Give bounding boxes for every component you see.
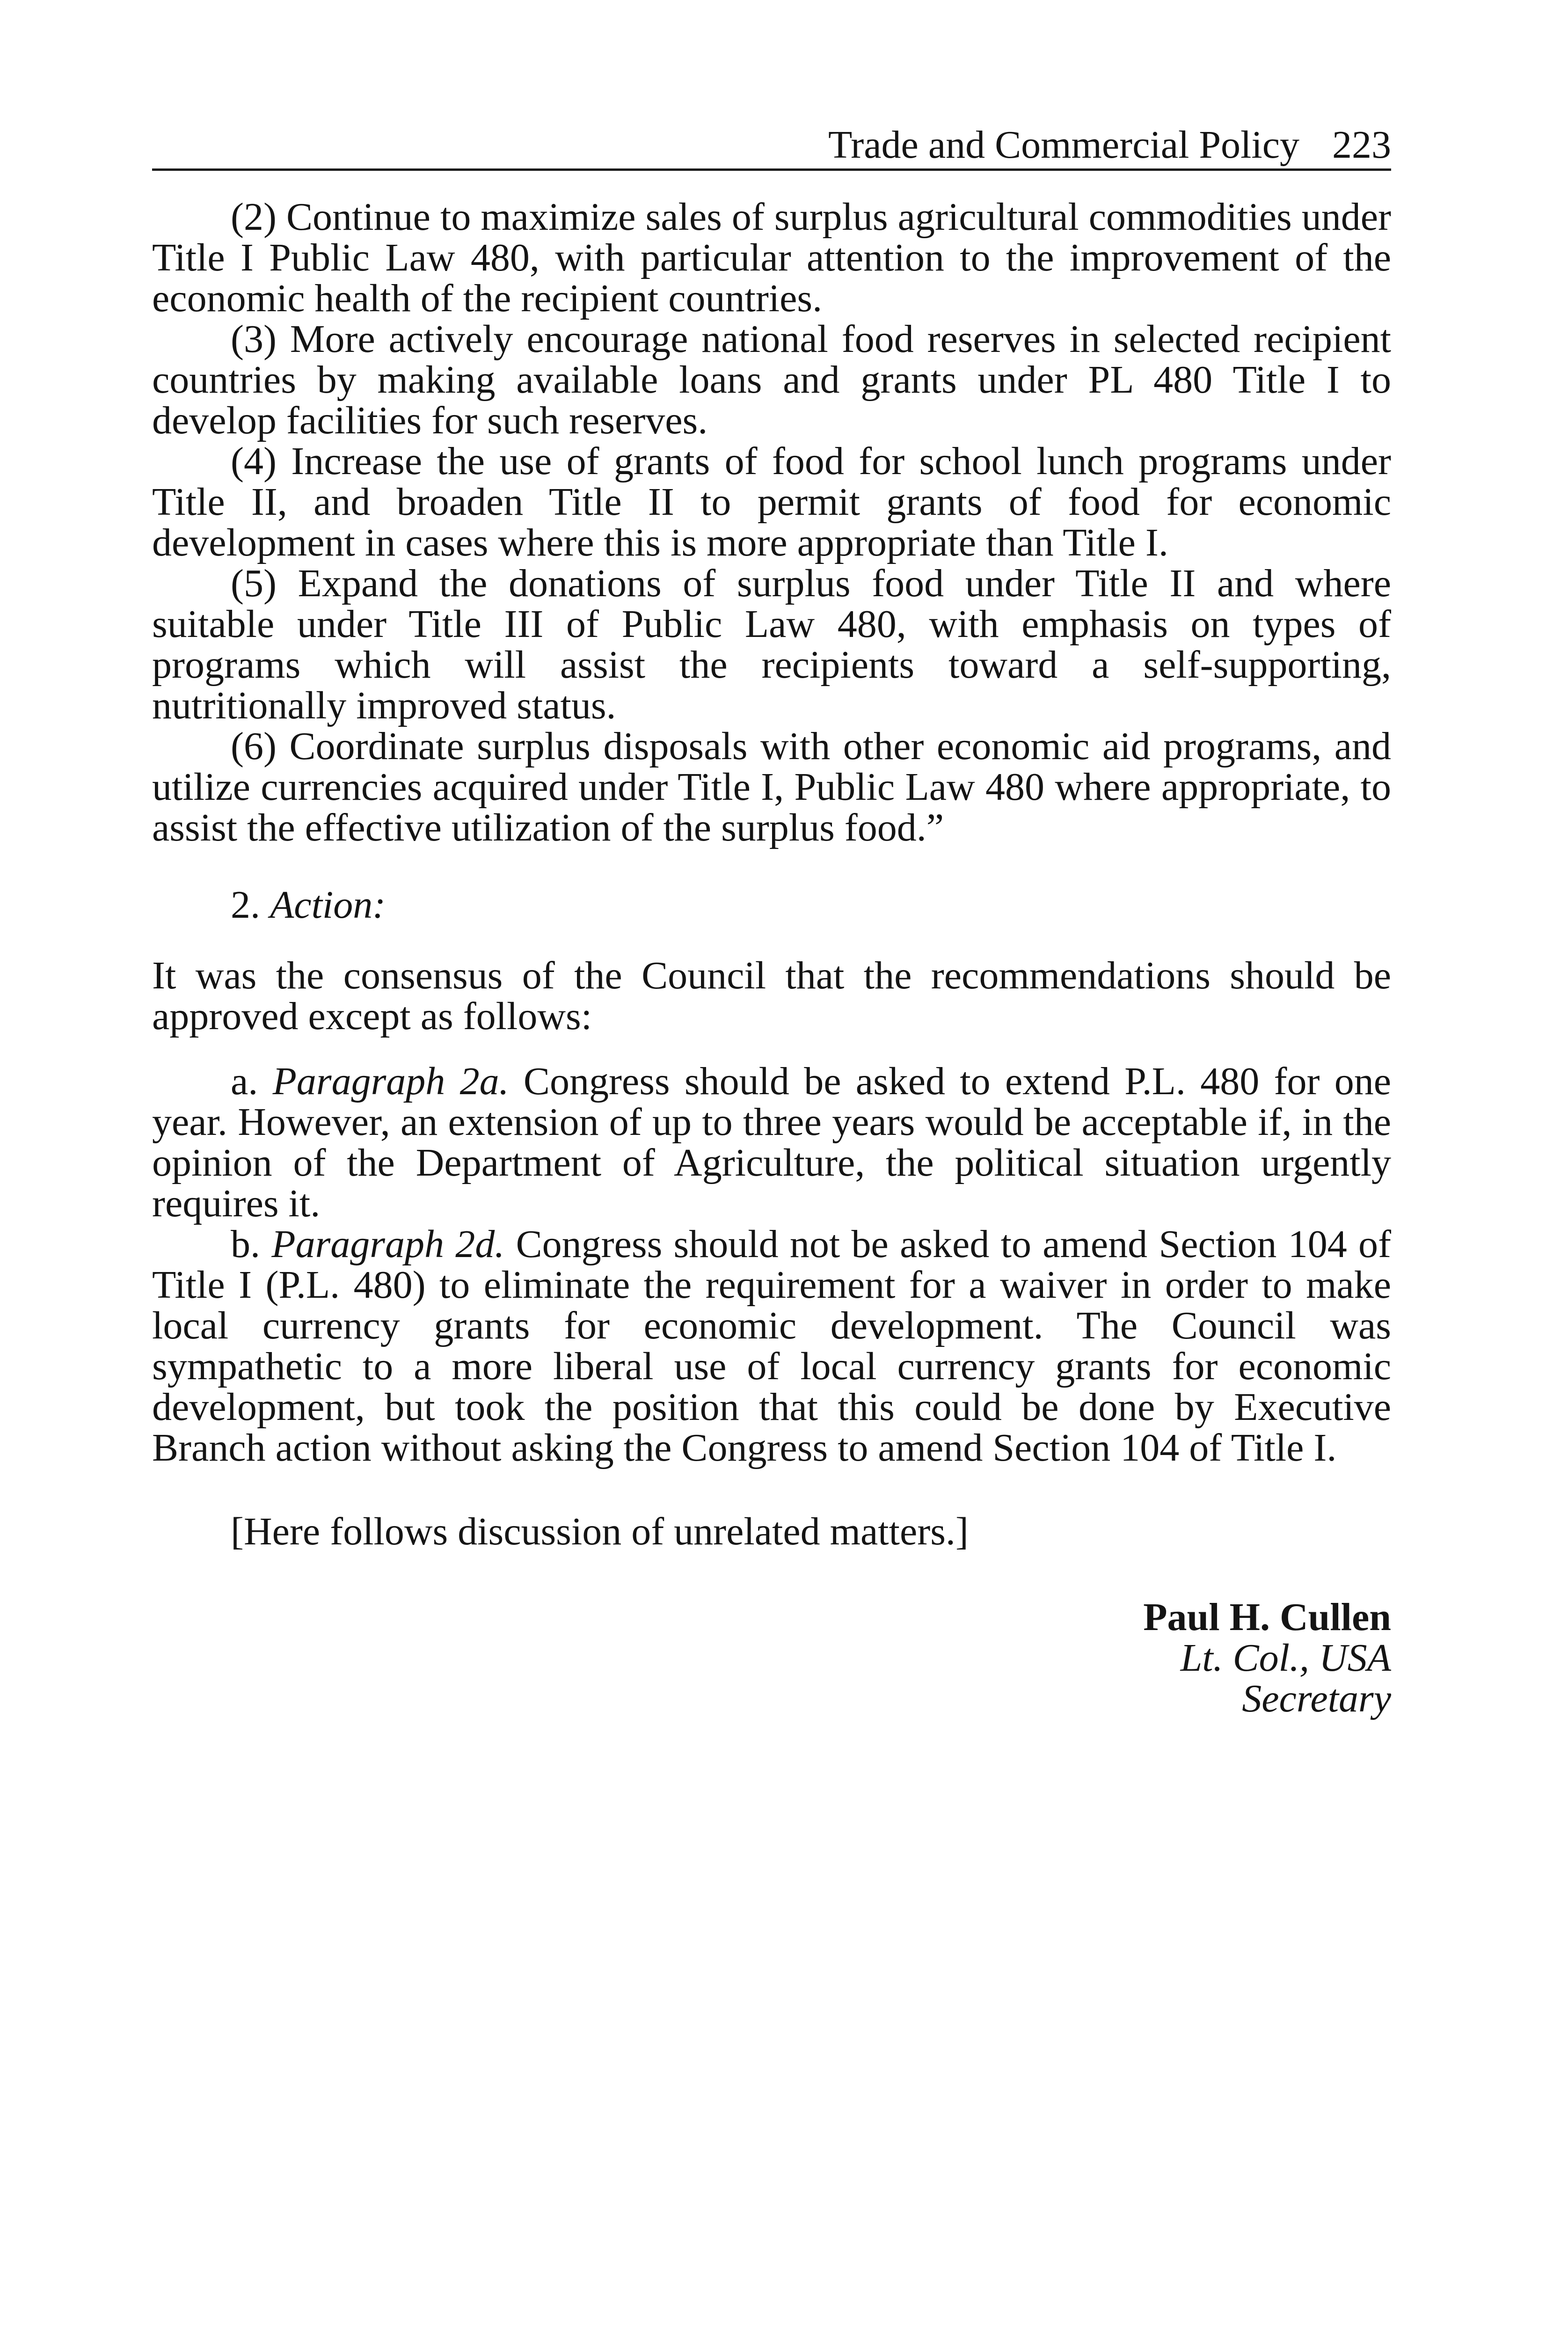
signature-block — [152, 1597, 1391, 1719]
section-title: Trade and Commercial Policy — [828, 123, 1299, 167]
action-label: Action: — [270, 883, 386, 927]
item-a-letter: a. — [231, 1060, 258, 1103]
item-b-text: Congress should not be asked to amend Section 104 of Title I (P.L. 480) to eliminate the requirement for a waiver in order to make local currency grants for economic development. The Council was sympathetic to a more liberal use of local currency grants for economic development, but took the position that this could be done by Executive Branch action without asking the Congress to amend Section 104 of Title I. — [152, 1222, 1391, 1470]
signatory-role: Secretary — [1242, 1677, 1391, 1720]
action-number: 2. — [231, 883, 260, 927]
recommendation-6: (6) Coordinate surplus disposals with other economic aid programs, and utilize currencies acquired under Title I, Public Law 480 where appropriate, to assist the effective utilization of the surplus food.” — [152, 724, 1391, 849]
editorial-note: [Here follows discussion of unrelated matters.] — [231, 1510, 969, 1553]
recommendation-4: (4) Increase the use of grants of food for school lunch programs under Title II, and broaden Title II to permit grants of food for economic development in cases where this is more appropriate than Title I. — [152, 439, 1391, 564]
body-text — [152, 197, 1391, 1719]
item-b-letter: b. — [231, 1222, 260, 1266]
item-a-text: Congress should be asked to extend P.L. 480 for one year. However, an extension of up to three years would be acceptable if, in the opinion of the Department of Agriculture, the political situation urgently requires it. — [152, 1060, 1392, 1225]
recommendation-3: (3) More actively encourage national food reserves in selected recipient countries by making available loans and grants under PL 480 Title I to develop facilities for such reserves. — [152, 317, 1391, 442]
recommendation-5: (5) Expand the donations of surplus food under Title II and where suitable under Title III of Public Law 480, with emphasis on types of programs which will assist the recipients toward a self-supporting, nutritionally improved status. — [152, 562, 1391, 727]
signatory-name: Paul H. Cullen — [1143, 1595, 1391, 1639]
action-heading — [152, 885, 1391, 925]
item-b-ref: Paragraph 2d. — [271, 1222, 505, 1266]
action-item-a — [152, 1061, 1391, 1224]
running-header — [152, 122, 1391, 171]
signatory-rank: Lt. Col., USA — [1180, 1636, 1391, 1680]
action-item-b — [152, 1224, 1391, 1468]
consensus-statement: It was the consensus of the Council that the recommendations should be approved except as follows: — [152, 954, 1391, 1038]
item-a-ref: Paragraph 2a. — [272, 1060, 509, 1103]
page-number: 223 — [1332, 123, 1391, 167]
recommendation-2: (2) Continue to maximize sales of surplus agricultural commodities under Title I Public Law 480, with particular attention to the improvement of the economic health of the recipient countries. — [152, 195, 1391, 320]
